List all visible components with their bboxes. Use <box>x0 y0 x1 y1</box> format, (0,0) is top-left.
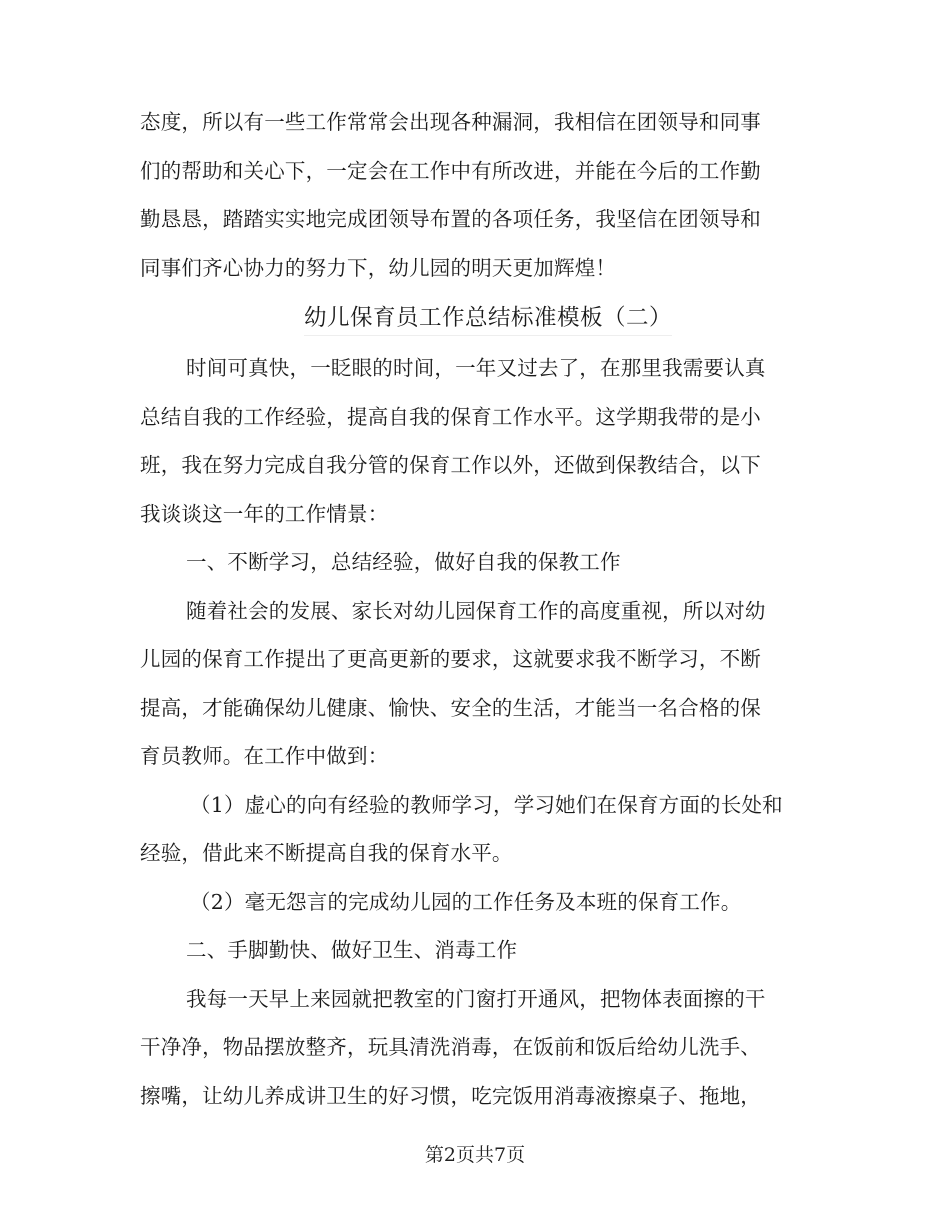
body-line: （1）虚心的向有经验的教师学习，学习她们在保育方面的长处和 <box>190 792 783 817</box>
body-line: 擦嘴，让幼儿养成讲卫生的好习惯，吃完饭用消毒液擦桌子、拖地， <box>140 1083 761 1108</box>
section-title-text: 幼儿保育员工作总结标准模板（二） <box>304 305 672 336</box>
list-item-two <box>140 878 812 927</box>
document-body <box>140 98 812 1120</box>
section-title <box>140 292 812 344</box>
body-line: 时间可真快，一眨眼的时间，一年又过去了，在那里我需要认真 <box>186 356 766 380</box>
body-line: 们的帮助和关心下，一定会在工作中有所改进，并能在今后的工作勤 <box>140 158 761 183</box>
body-line: 态度，所以有一些工作常常会出现各种漏洞，我相信在团领导和同事 <box>140 110 761 134</box>
body-line: 勤恳恳，踏踏实实地完成团领导布置的各项任务，我坚信在团领导和 <box>140 207 761 231</box>
body-line: 育员教师。在工作中做到： <box>140 744 389 768</box>
body-line: 儿园的保育工作提出了更高更新的要求，这就要求我不断学习，不断 <box>140 647 761 671</box>
heading-two <box>140 926 812 975</box>
body-line: 我谈谈这一年的工作情景： <box>140 501 389 526</box>
paragraph-study <box>140 587 812 781</box>
body-line: 同事们齐心协力的努力下，幼儿园的明天更加辉煌！ <box>140 255 617 280</box>
body-line: 总结自我的工作经验，提高自我的保育工作水平。这学期我带的是小 <box>140 404 761 429</box>
continued-paragraph <box>140 98 812 292</box>
list-item-one <box>140 781 812 878</box>
page-number-footer: 第2页共7页 <box>424 1144 526 1166</box>
body-line: 干净净，物品摆放整齐，玩具清洗消毒，在饭前和饭后给幼儿洗手、 <box>140 1035 761 1059</box>
body-line: 提高，才能确保幼儿健康、愉快、安全的生活，才能当一名合格的保 <box>140 695 761 720</box>
heading-one <box>140 538 812 587</box>
paragraph-hygiene <box>140 975 812 1121</box>
subheading-line: 二、手脚勤快、做好卫生、消毒工作 <box>186 938 518 962</box>
body-line: 经验，借此来不断提高自我的保育水平。 <box>140 841 513 865</box>
body-line: 班，我在努力完成自我分管的保育工作以外，还做到保教结合，以下 <box>140 453 761 477</box>
paragraph-intro <box>140 344 812 538</box>
subheading-line: 一、不断学习，总结经验，做好自我的保教工作 <box>186 550 621 574</box>
body-line: 随着社会的发展、家长对幼儿园保育工作的高度重视，所以对幼 <box>186 598 766 623</box>
body-line: 我每一天早上来园就把教室的门窗打开通风，把物体表面擦的干 <box>186 986 766 1011</box>
body-line: （2）毫无怨言的完成幼儿园的工作任务及本班的保育工作。 <box>190 889 742 914</box>
